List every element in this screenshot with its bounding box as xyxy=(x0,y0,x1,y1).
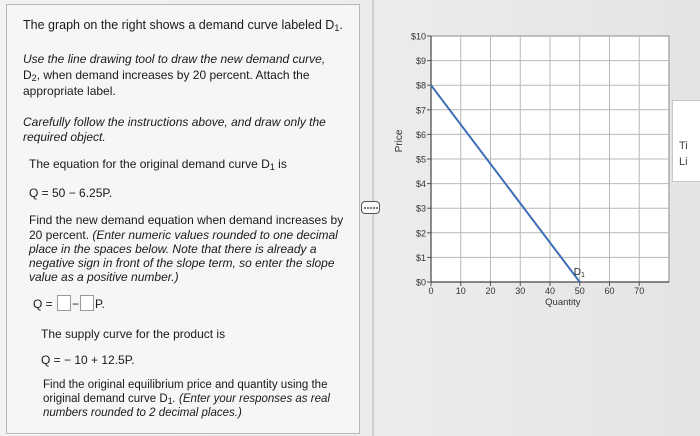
supply-equation: Q = − 10 + 12.5P. xyxy=(41,353,135,367)
y-tick-label: $10 xyxy=(410,31,426,42)
find-line-2: 20 percent. (Enter numeric values rounded to one decimal xyxy=(29,228,338,242)
find-line-1: Find the new demand equation when demand increases by xyxy=(29,213,344,227)
x-axis-label: Quantity xyxy=(545,297,581,308)
grid xyxy=(431,36,669,282)
careful-line-1: Carefully follow the instructions above, and draw only the xyxy=(23,115,326,129)
new-demand-answer-row: Q = − P. xyxy=(33,297,105,311)
careful-line-2: required object. xyxy=(23,130,106,144)
y-tick-label: $2 xyxy=(415,228,426,239)
x-tick-label: 30 xyxy=(515,286,526,296)
instruction-line-3: appropriate label. xyxy=(23,84,116,98)
y-tick-label: $8 xyxy=(415,80,426,91)
find-line-3: place in the spaces below. Note that there is already a xyxy=(29,242,317,256)
x-tick-label: 20 xyxy=(485,286,496,296)
y-tick-label: $0 xyxy=(415,277,426,288)
find-line-4: negative sign in front of the slope term, so enter the slope xyxy=(29,256,335,270)
x-tick-label: 10 xyxy=(455,286,466,296)
side-text-1: Ti xyxy=(679,140,688,152)
y-tick-label: $5 xyxy=(415,154,426,165)
find-line-5: value as a positive number.) xyxy=(29,270,179,284)
y-tick-label: $7 xyxy=(415,105,426,116)
line-tool-link[interactable]: Use xyxy=(23,52,45,66)
y-tick-label: $4 xyxy=(415,179,426,190)
side-panel-edge[interactable] xyxy=(672,100,700,182)
y-tick-label: $3 xyxy=(415,203,426,214)
side-text-2: Li xyxy=(679,156,688,168)
y-axis-label: Price xyxy=(394,129,405,153)
x-tick-label: 0 xyxy=(428,286,434,296)
x-tick-label: 50 xyxy=(574,286,585,296)
curve-label-sub: 1 xyxy=(580,272,585,279)
curve-label-d1: $D_1$ xyxy=(573,267,585,279)
x-tick-label: 60 xyxy=(604,286,615,296)
equilibrium-line-2: original demand curve $D_1$. (Enter your responses as real xyxy=(43,393,330,406)
x-tick-label: 40 xyxy=(544,286,556,296)
equation-intro: The equation for the original demand curve $D_1$ is xyxy=(29,157,287,172)
y-tick-label: $9 xyxy=(415,56,426,67)
equilibrium-line-1: Find the original equilibrium price and quantity using the xyxy=(43,379,328,391)
question-title: The graph on the right shows a demand curve labeled $D_1$. xyxy=(23,18,343,33)
y-tick-label: $1 xyxy=(415,252,426,263)
original-demand-equation: Q = 50 − 6.25P. xyxy=(29,186,113,200)
x-tick-label: 70 xyxy=(634,286,645,296)
y-tick-label: $6 xyxy=(415,129,426,140)
supply-intro: The supply curve for the product is xyxy=(41,327,226,341)
equilibrium-line-3: numbers rounded to 2 decimal places.) xyxy=(43,407,242,419)
instruction-line-2: $D_2$, when demand increases by 20 percent. Attach the xyxy=(23,68,310,83)
instruction-line-1: Use the line drawing tool to draw the new demand curve, xyxy=(23,52,326,66)
